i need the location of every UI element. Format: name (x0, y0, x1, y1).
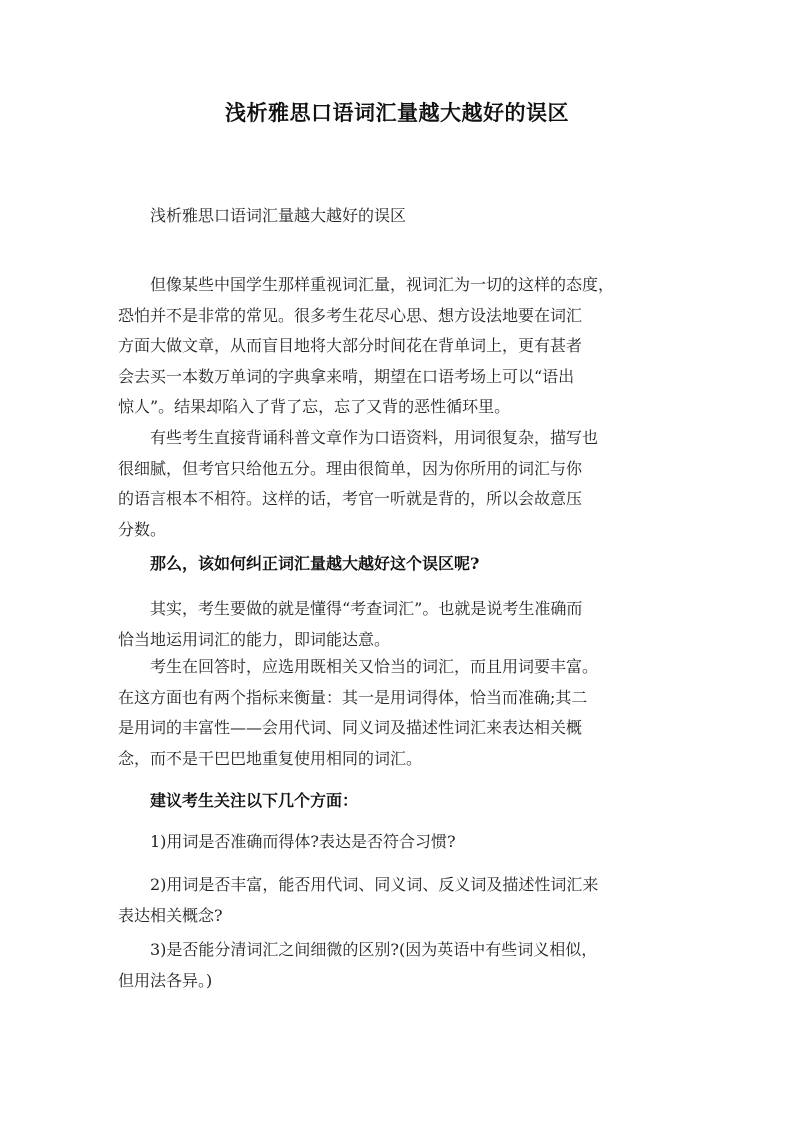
paragraph-line: 是用词的丰富性——会用代词、同义词及描述性词汇来表达相关概 (118, 718, 583, 737)
paragraph-line: 恰当地运用词汇的能力，即词能达意。 (118, 629, 391, 649)
paragraph-1 (118, 270, 678, 423)
paragraph-line: 其实，考生要做的就是懂得“考查词汇”。也就是说考生准确而 (150, 599, 583, 618)
paragraph-2 (118, 423, 678, 545)
paragraph-line: 很细腻，但考官只给他五分。理由很简单，因为你所用的词汇与你 (118, 458, 583, 478)
list-item-line: 2)用词是否丰富，能否用代词、同义词、反义词及描述性词汇来 (150, 875, 599, 894)
paragraph-line: 分数。 (118, 519, 167, 539)
paragraph-4 (118, 652, 678, 774)
list-item-2 (118, 870, 678, 931)
paragraph-3 (118, 594, 678, 655)
list-item-line: 但用法各异。) (118, 970, 213, 990)
section-heading-question (118, 549, 678, 580)
paragraph-line: 惊人”。结果却陷入了背了忘，忘了又背的恶性循环里。 (118, 397, 511, 416)
document-subtitle: 浅析雅思口语词汇量越大越好的误区 (150, 206, 407, 225)
paragraph-line: 会去买一本数万单词的字典拿来啃，期望在口语考场上可以“语出 (118, 366, 575, 386)
list-item-3 (118, 935, 678, 996)
paragraph-line: 方面大做文章，从而盲目地将大部分时间花在背单词上，更有甚者 (118, 336, 583, 355)
list-item-line: 表达相关概念? (118, 905, 223, 925)
paragraph-line: 但像某些中国学生那样重视词汇量，视词汇为一切的这样的态度， (150, 275, 615, 294)
paragraph-line: 在这方面也有两个指标来衡量：其一是用词得体，恰当而准确;其二 (118, 687, 588, 707)
paragraph-line: 恐怕并不是非常的常见。很多考生花尽心思、想方设法地要在词汇 (118, 305, 583, 325)
list-item-line: 1)用词是否准确而得体?表达是否符合习惯? (150, 832, 456, 851)
paragraph-line: 有些考生直接背诵科普文章作为口语资料，用词很复杂，描写也 (150, 428, 599, 447)
heading-line: 那么，该如何纠正词汇量越大越好这个误区呢? (150, 554, 480, 573)
document-title: 浅析雅思口语词汇量越大越好的误区 (225, 100, 569, 125)
paragraph-line: 考生在回答时，应选用既相关又恰当的词汇，而且用词要丰富。 (150, 657, 599, 676)
paragraph-line: 的语言根本不相符。这样的话，考官一听就是背的，所以会故意压 (118, 489, 583, 508)
heading-line: 建议考生关注以下几个方面： (150, 791, 359, 810)
section-heading-suggestions (118, 786, 678, 817)
paragraph-line: 念，而不是干巴巴地重复使用相同的词汇。 (118, 748, 423, 768)
list-item-line: 3)是否能分清词汇之间细微的区别?(因为英语中有些词义相似， (150, 940, 598, 959)
list-item-1 (118, 827, 678, 858)
